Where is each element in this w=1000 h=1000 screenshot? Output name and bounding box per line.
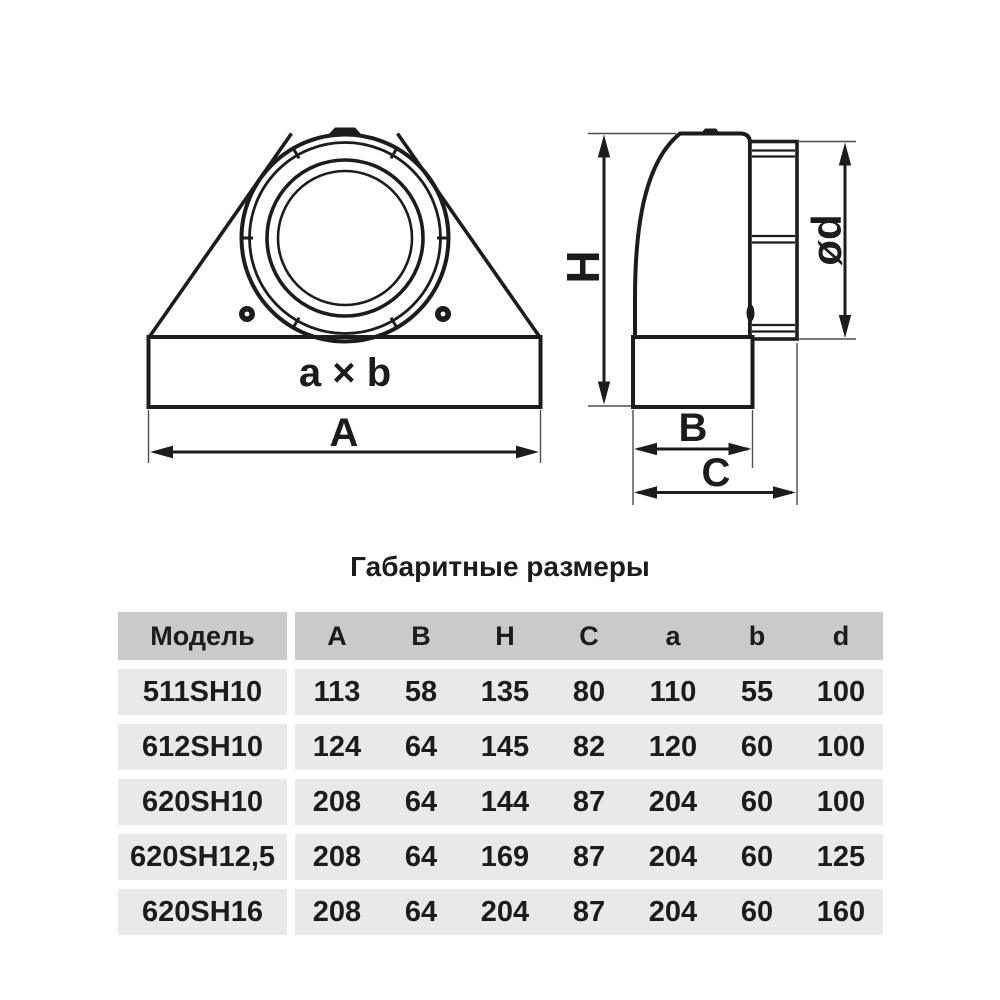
column-header: d bbox=[832, 620, 850, 651]
model-cell: 620SH10 bbox=[118, 779, 287, 825]
table-row bbox=[118, 724, 883, 770]
value-cell: 64 bbox=[404, 840, 438, 873]
value-cell: 58 bbox=[404, 675, 438, 708]
row-strip bbox=[295, 779, 883, 825]
value-cell: 100 bbox=[816, 785, 866, 818]
table-row bbox=[118, 779, 883, 825]
value-cell: 145 bbox=[480, 730, 530, 763]
column-header: A bbox=[327, 620, 347, 651]
table-row bbox=[118, 834, 883, 880]
side-base-plate bbox=[633, 337, 753, 407]
model-cell: 511SH10 bbox=[118, 669, 287, 715]
value-cell: 60 bbox=[740, 840, 774, 873]
column-gap bbox=[287, 889, 295, 935]
value-cell: 204 bbox=[648, 840, 698, 873]
dim-diameter bbox=[799, 142, 856, 340]
arrowhead-down bbox=[598, 382, 610, 405]
column-gap bbox=[287, 724, 295, 770]
value-cell: 80 bbox=[572, 675, 606, 708]
table-row bbox=[118, 669, 883, 715]
column-header-model: Модель bbox=[118, 612, 287, 660]
dim-label-C: C bbox=[701, 451, 731, 495]
arrowhead-right bbox=[516, 446, 539, 459]
arrowhead-left bbox=[150, 446, 173, 459]
value-cell: 82 bbox=[572, 730, 606, 763]
value-cell: 100 bbox=[816, 730, 866, 763]
arrowhead-left bbox=[634, 486, 657, 498]
value-cell: 135 bbox=[480, 675, 530, 708]
row-strip bbox=[295, 889, 883, 935]
model-cell: 620SH12,5 bbox=[118, 834, 287, 880]
value-cell: 100 bbox=[816, 675, 866, 708]
value-cell: 87 bbox=[572, 785, 606, 818]
screw-hole-right bbox=[435, 306, 451, 322]
value-cell: 204 bbox=[648, 785, 698, 818]
duct-opening-inner-circle bbox=[278, 171, 412, 305]
front-view bbox=[149, 128, 541, 464]
value-cell: 124 bbox=[312, 730, 362, 763]
header-strip bbox=[295, 612, 883, 660]
value-cell: 60 bbox=[740, 895, 774, 928]
row-strip bbox=[295, 724, 883, 770]
table-row bbox=[118, 889, 883, 935]
arrowhead-up bbox=[598, 135, 610, 158]
dim-label-A: A bbox=[329, 411, 359, 455]
arrowhead-up bbox=[839, 143, 851, 166]
spigot-latch bbox=[747, 305, 755, 322]
value-cell: 204 bbox=[480, 895, 530, 928]
value-cell: 160 bbox=[816, 895, 866, 928]
dim-label-diameter: ød bbox=[803, 214, 850, 266]
value-cell: 208 bbox=[312, 785, 362, 818]
value-cell: 208 bbox=[312, 895, 362, 928]
column-header: B bbox=[411, 620, 431, 651]
value-cell: 64 bbox=[404, 730, 438, 763]
dim-label-H: H bbox=[557, 250, 609, 284]
duct-opening-outer-circle bbox=[267, 160, 423, 316]
column-gap bbox=[287, 612, 295, 660]
column-header: a bbox=[665, 620, 681, 651]
value-cell: 169 bbox=[480, 840, 530, 873]
value-cell: 60 bbox=[740, 730, 774, 763]
value-cell: 120 bbox=[648, 730, 698, 763]
flange-outer-circle bbox=[242, 135, 449, 342]
side-body bbox=[635, 134, 750, 338]
row-strip bbox=[295, 834, 883, 880]
dim-label-B: B bbox=[678, 406, 708, 450]
value-cell: 64 bbox=[404, 785, 438, 818]
value-cell: 87 bbox=[572, 840, 606, 873]
column-gap bbox=[287, 779, 295, 825]
value-cell: 60 bbox=[740, 785, 774, 818]
arrowhead-down bbox=[839, 315, 851, 338]
value-cell: 204 bbox=[648, 895, 698, 928]
model-cell: 612SH10 bbox=[118, 724, 287, 770]
arrowhead-right bbox=[773, 486, 796, 498]
column-header: b bbox=[748, 620, 766, 651]
side-top-tab bbox=[701, 129, 720, 134]
value-cell: 64 bbox=[404, 895, 438, 928]
value-cell: 87 bbox=[572, 895, 606, 928]
value-cell: 113 bbox=[313, 675, 361, 708]
value-cell: 208 bbox=[312, 840, 362, 873]
column-gap bbox=[287, 834, 295, 880]
value-cell: 144 bbox=[480, 785, 530, 818]
value-cell: 125 bbox=[816, 840, 866, 873]
column-header: H bbox=[495, 620, 515, 651]
screw-hole-left bbox=[239, 306, 255, 322]
column-gap bbox=[287, 669, 295, 715]
page-title: Габаритные размеры bbox=[350, 551, 650, 582]
side-spigot bbox=[750, 142, 797, 340]
front-top-tab bbox=[329, 128, 361, 135]
table-header-row bbox=[118, 612, 883, 660]
dimensions-table bbox=[118, 612, 883, 944]
row-strip bbox=[295, 669, 883, 715]
dim-A bbox=[149, 410, 541, 463]
model-cell: 620SH16 bbox=[118, 889, 287, 935]
column-header: C bbox=[579, 620, 599, 651]
flange-size-label: a × b bbox=[298, 351, 392, 395]
arrowhead-left bbox=[634, 443, 657, 455]
value-cell: 110 bbox=[649, 675, 697, 708]
side-view bbox=[557, 129, 856, 506]
arrowhead-right bbox=[729, 443, 752, 455]
value-cell: 55 bbox=[740, 675, 774, 708]
